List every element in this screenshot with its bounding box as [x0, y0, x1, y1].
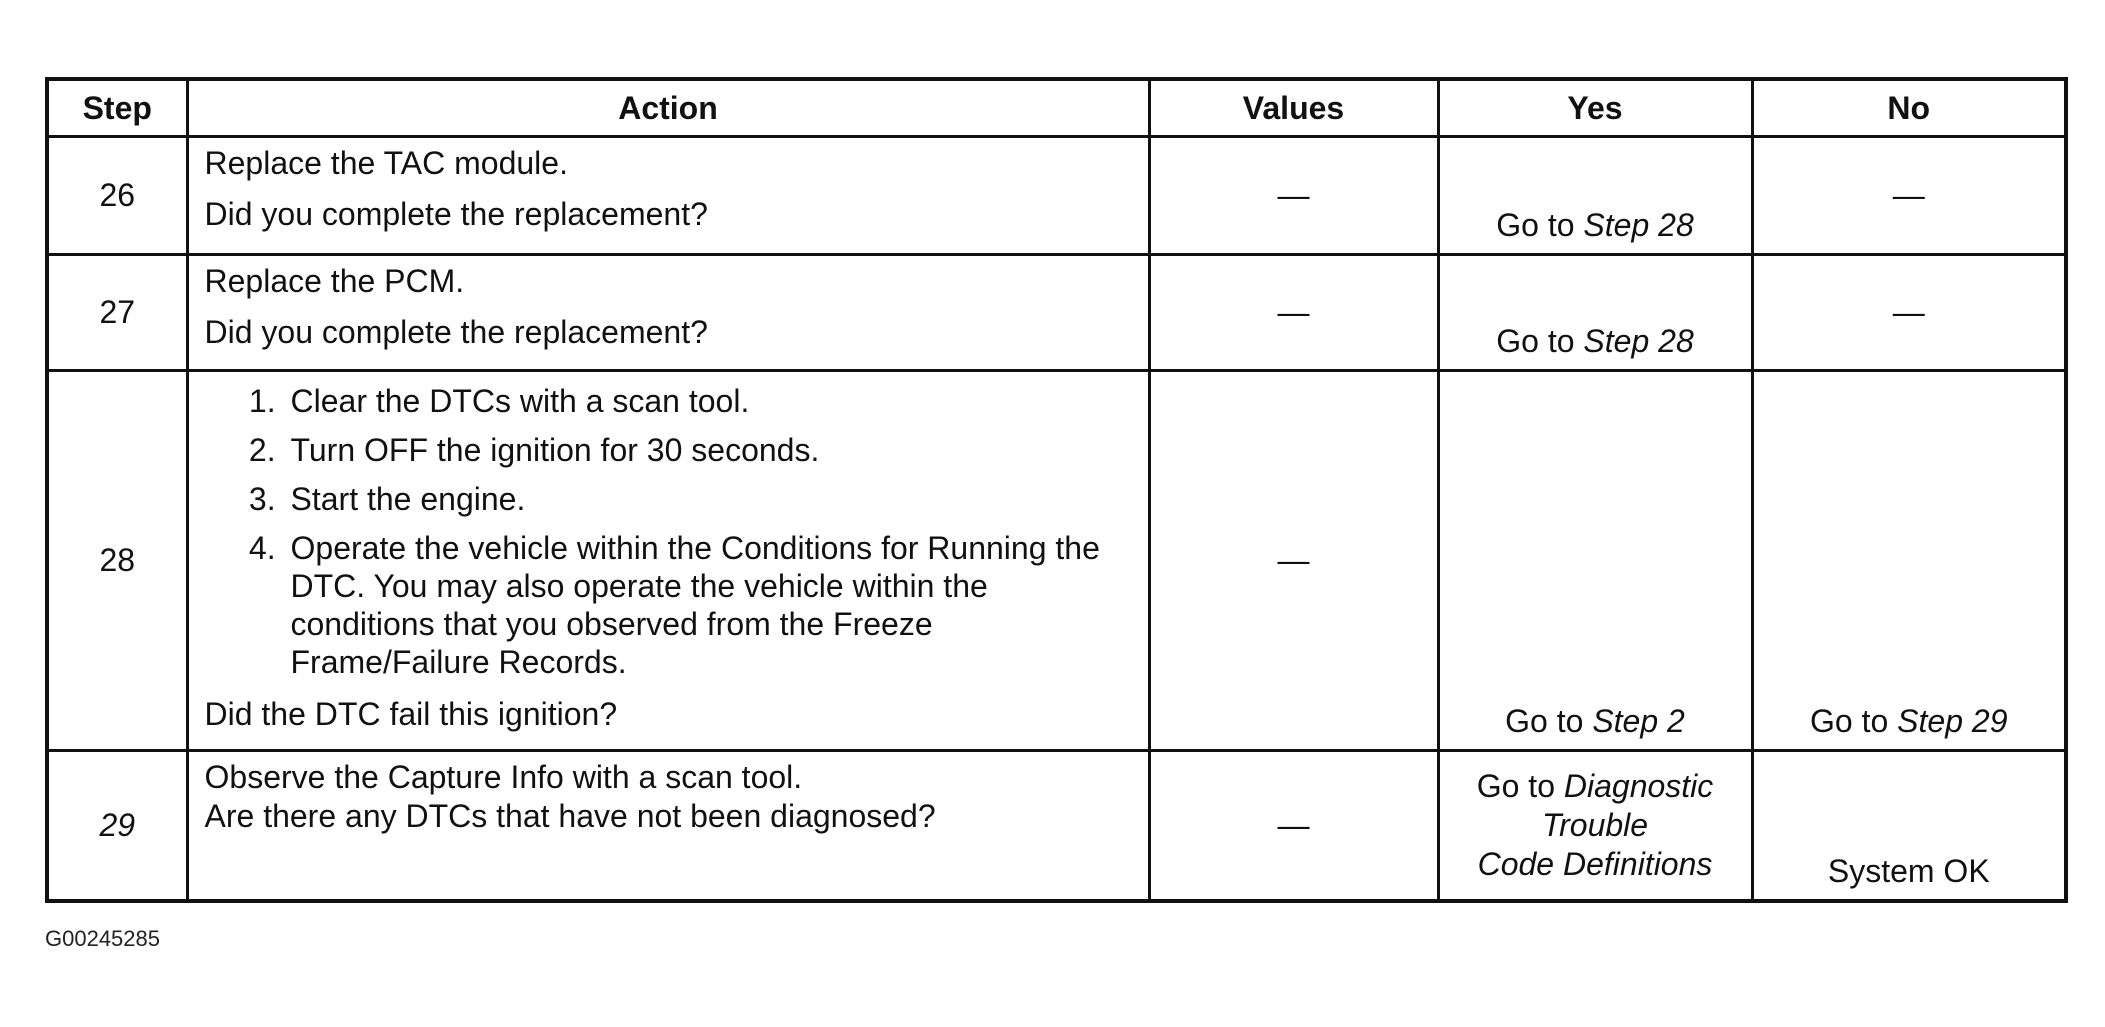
figure-id: G00245285: [45, 926, 160, 951]
yes-cell: [1438, 371, 1752, 751]
yes-cell: [1438, 255, 1752, 371]
yes-prefix: Go to: [1496, 323, 1584, 359]
no-cell: [1752, 137, 2066, 255]
yes-reference: [1440, 767, 1751, 884]
action-text: Replace the TAC module.: [204, 145, 568, 181]
yes-prefix: Go to: [1496, 207, 1584, 243]
no-cell: [1752, 255, 2066, 371]
values-dash: —: [1277, 177, 1310, 213]
procedure-step: 4. Operate the vehicle within the Conditions for Running the DTC. You may also operate the vehicle within the conditions that you observed from the Freeze Frame/Failure Records.: [285, 529, 1134, 681]
yes-prefix: Go to: [1476, 767, 1564, 804]
table-header-row: [47, 79, 2066, 137]
values-cell: [1149, 137, 1438, 255]
yes-step-ref: Step 28: [1583, 207, 1694, 243]
values-cell: [1149, 751, 1438, 901]
table-row: [47, 751, 2066, 901]
no-dash: —: [1892, 294, 1925, 330]
procedure-step: 1. Clear the DTCs with a scan tool.: [285, 382, 1134, 420]
step-number: 27: [47, 255, 187, 371]
header-step: Step: [47, 79, 187, 137]
table-row: [47, 255, 2066, 371]
header-values: Values: [1149, 79, 1438, 137]
values-cell: [1149, 371, 1438, 751]
action-cell: [187, 371, 1149, 751]
values-dash: —: [1277, 806, 1310, 843]
action-question: Did you complete the replacement?: [204, 196, 708, 232]
yes-step-ref: Step 28: [1583, 323, 1694, 359]
step-number: 26: [47, 137, 187, 255]
no-cell: [1752, 751, 2066, 901]
table-row: [47, 371, 2066, 751]
step-number: 28: [47, 371, 187, 751]
no-step-ref: Step 29: [1897, 703, 2008, 739]
header-no: No: [1752, 79, 2066, 137]
step-number: 29: [47, 751, 187, 901]
action-text: Observe the Capture Info with a scan tool.: [204, 759, 803, 795]
action-cell: [187, 137, 1149, 255]
action-question: Are there any DTCs that have not been diagnosed?: [204, 798, 936, 834]
yes-cell: [1438, 751, 1752, 901]
action-text: Replace the PCM.: [204, 263, 465, 299]
values-dash: —: [1277, 294, 1310, 330]
no-prefix: Go to: [1810, 703, 1898, 739]
action-question: Did you complete the replacement?: [204, 314, 708, 350]
values-dash: —: [1277, 542, 1310, 578]
values-cell: [1149, 255, 1438, 371]
procedure-list: [205, 382, 1134, 681]
procedure-step: 3. Start the engine.: [285, 480, 1134, 518]
no-dash: —: [1892, 177, 1925, 213]
action-cell: [187, 255, 1149, 371]
action-cell: [187, 751, 1149, 901]
header-yes: Yes: [1438, 79, 1752, 137]
yes-prefix: Go to: [1505, 703, 1593, 739]
header-action: Action: [187, 79, 1149, 137]
no-result: System OK: [1827, 852, 1990, 889]
no-cell: [1752, 371, 2066, 751]
action-question: Did the DTC fail this ignition?: [204, 696, 618, 732]
yes-cell: [1438, 137, 1752, 255]
table-row: [47, 137, 2066, 255]
yes-ref-line: Diagnostic: [1563, 767, 1714, 804]
yes-ref-line: Trouble: [1541, 806, 1649, 843]
yes-step-ref: Step 2: [1592, 703, 1685, 739]
diagnostic-table: [45, 77, 2068, 903]
yes-ref-line: Code Definitions: [1477, 845, 1713, 882]
procedure-step: 2. Turn OFF the ignition for 30 seconds.: [285, 431, 1134, 469]
